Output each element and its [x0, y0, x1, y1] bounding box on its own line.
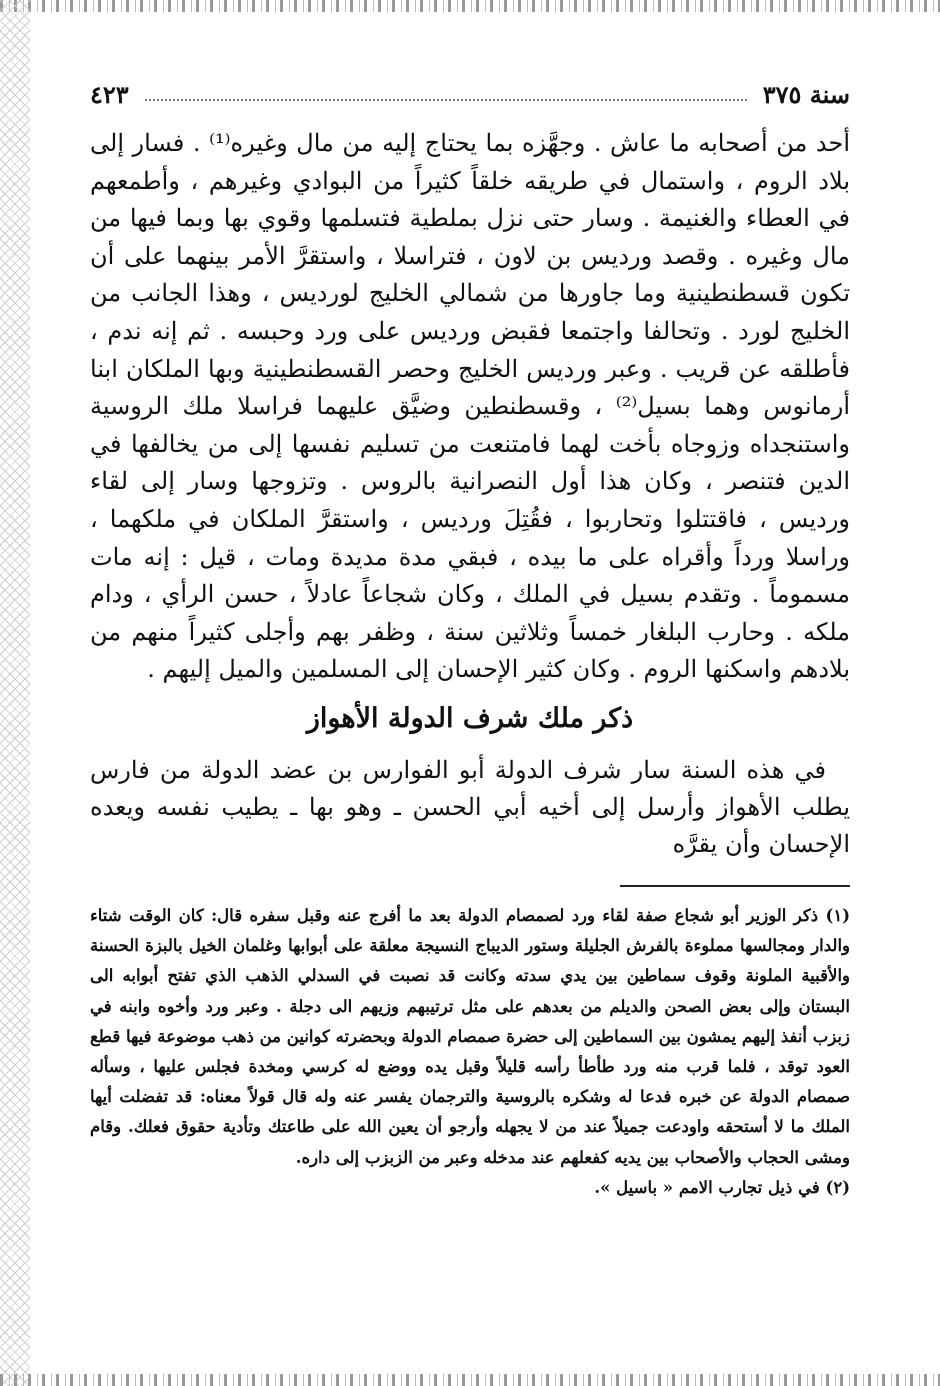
section-title: ذكر ملك شرف الدولة الأهواز [306, 702, 634, 734]
bottom-ornamental-border [0, 1374, 940, 1386]
footnote-1: (١) ذكر الوزير أبو شجاع صفة لقاء ورد لصمصام الدولة بعد ما أفرج عنه وقبل سفره قال: كان الوقت شتاء والدار ومجالسها مملوءة بالفرش الجليلة وستور الديباج النسيجة معلقة على أبوابها وغلمان الخيل بالبزة الحسنة والأقبية الملونة وقوف سماطين بين يدي سدته وكانت قد نصبت في السدلي الذهب الذي تفتح أبوابه الى البستان وإلى بعض الصحن والديلم من بعدهم على مثل ترتيبهم وزيهم الى دجلة . وعبر ورد وأخوه وابنه في زبزب أنفذ إليهم يمشون بين السماطين إلى حضرة صمصام الدولة وبحضرته كوانين من ذهب موضوعة فيها قطع العود توقد ، فلما قرب منه ورد طأطأ رأسه قليلاً وقبل يده ووضع له كرسي ومخدة فجلس عليها ، وسأله صمصام الدولة عن خبره فدعا له وشكره بالروسية والترجمان يفسر عنه وله قال قولاً معناه: قد تفضلت أيها الملك ما لا أستحقه واودعت جميلاً عند من لا يجهله وأرجو أن يعين الله على طاعتك وتأدية حقوق فعلك. وقام ومشى الحجاب والأصحاب بين يديه كفعلهم عند مدخله وعبر من الزبزب إلى داره. [90, 905, 850, 1167]
dotted-leader [145, 99, 747, 101]
footnotes [90, 901, 850, 1203]
page-number: ٤٢٣ [90, 80, 129, 109]
book-page [90, 80, 850, 1203]
left-ornamental-border [0, 0, 30, 1386]
footnote-2: (٢) في ذيل تجارب الامم « باسيل ». [594, 1177, 850, 1197]
year-label: سنة ٣٧٥ [762, 80, 850, 109]
top-ornamental-border [0, 0, 940, 12]
running-head [90, 80, 850, 109]
footnote-separator [620, 885, 850, 887]
section-paragraph: في هذه السنة سار شرف الدولة أبو الفوارس بن عضد الدولة من فارس يطلب الأهواز وأرسل إلى أخيه أبي الحسن ـ وهو بها ـ يطيب نفسه ويعده الإحسان وأن يقرَّه [90, 755, 850, 858]
main-paragraph: أحد من أصحابه ما عاش . وجهَّزه بما يحتاج إليه من مال وغيره⁽¹⁾ . فسار إلى بلاد الروم ، واستمال في طريقه خلقاً كثيراً من البوادي وغيرهم ، وأطمعهم في العطاء والغنيمة . وسار حتى نزل بملطية فتسلمها وقوي بها وبما فيها من مال وغيره . وقصد ورديس بن لاون ، فتراسلا ، واستقرَّ الأمر بينهما على أن تكون قسطنطينية وما جاورها من شمالي الخليج لورديس ، وهذا الجانب من الخليج لورد . وتحالفا واجتمعا فقبض ورديس على ورد وحبسه . ثم إنه ندم ، فأطلقه عن قريب . وعبر ورديس الخليج وحصر القسطنطينية وبها الملكان ابنا أرمانوس وهما بسيل⁽²⁾ ، وقسطنطين وضيَّق عليهما فراسلا ملك الروسية واستنجداه وزوجاه بأخت لهما فامتنعت من تسليم نفسها إلى من يخالفها في الدين فتنصر ، وكان هذا أول النصرانية بالروس . وتزوجها وسار إلى لقاء ورديس ، فاقتتلوا وتحاربوا ، فقُتِلَ ورديس ، واستقرَّ الملكان في ملكهما ، وراسلا ورداً وأقراه على ما بيده ، فبقي مدة مديدة ومات ، قيل : إنه مات مسموماً . وتقدم بسيل في الملك ، وكان شجاعاً عادلاً ، حسن الرأي ، ودام ملكه . وحارب البلغار خمساً وثلاثين سنة ، وظفر بهم وأجلى كثيراً منهم من بلادهم واسكنها الروم . وكان كثير الإحسان إلى المسلمين والميل إليهم . [90, 129, 851, 684]
